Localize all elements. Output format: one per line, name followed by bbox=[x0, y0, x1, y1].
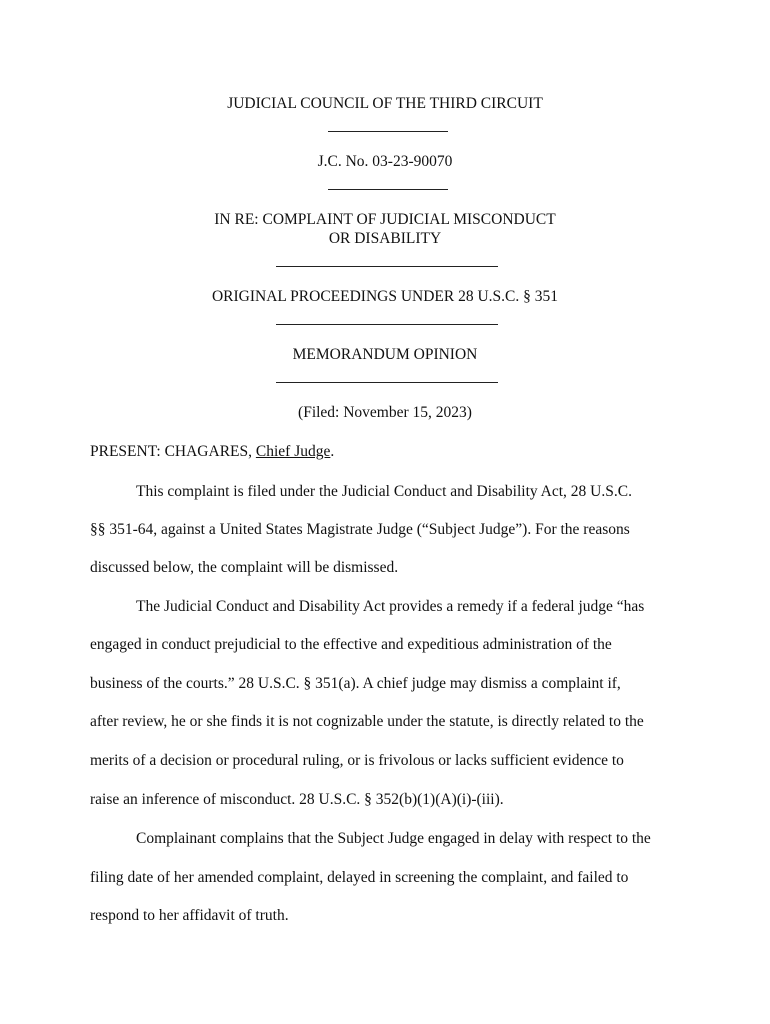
present-prefix: PRESENT: CHAGARES, bbox=[90, 443, 256, 460]
court-heading: JUDICIAL COUNCIL OF THE THIRD CIRCUIT bbox=[227, 95, 543, 112]
caption-line-1: IN RE: COMPLAINT OF JUDICIAL MISCONDUCT bbox=[214, 211, 556, 228]
divider-rule bbox=[276, 324, 498, 325]
paragraph-line: filing date of her amended complaint, delayed in screening the complaint, and failed to bbox=[90, 869, 629, 886]
paragraph-line: business of the courts.” 28 U.S.C. § 351(a). A chief judge may dismiss a complaint if, bbox=[90, 675, 621, 692]
divider-rule bbox=[276, 382, 498, 383]
caption-line-2: OR DISABILITY bbox=[328, 230, 442, 247]
paragraph-line: This complaint is filed under the Judicial Conduct and Disability Act, 28 U.S.C. bbox=[136, 483, 632, 500]
divider-rule bbox=[328, 131, 448, 132]
paragraph-line: raise an inference of misconduct. 28 U.S.C. § 352(b)(1)(A)(i)-(iii). bbox=[90, 791, 504, 808]
filed-date: (Filed: November 15, 2023) bbox=[298, 404, 472, 421]
present-suffix: . bbox=[330, 443, 335, 460]
chief-judge-title: Chief Judge bbox=[255, 443, 331, 460]
divider-rule bbox=[276, 266, 498, 267]
paragraph-line: respond to her affidavit of truth. bbox=[90, 907, 289, 924]
paragraph-line: §§ 351-64, against a United States Magistrate Judge (“Subject Judge”). For the reasons bbox=[90, 521, 630, 538]
paragraph-line: after review, he or she finds it is not cognizable under the statute, is directly related to the bbox=[90, 713, 644, 730]
present-line bbox=[90, 442, 334, 462]
paragraph-line: The Judicial Conduct and Disability Act provides a remedy if a federal judge “has bbox=[136, 598, 645, 615]
paragraph-line: merits of a decision or procedural ruling, or is frivolous or lacks sufficient evidence to bbox=[90, 752, 624, 769]
document-type: MEMORANDUM OPINION bbox=[292, 346, 478, 363]
divider-rule bbox=[328, 189, 448, 190]
paragraph-line: engaged in conduct prejudicial to the effective and expeditious administration of the bbox=[90, 636, 612, 653]
case-number: J.C. No. 03-23-90070 bbox=[317, 153, 453, 170]
paragraph-line: discussed below, the complaint will be dismissed. bbox=[90, 559, 399, 576]
proceedings-line: ORIGINAL PROCEEDINGS UNDER 28 U.S.C. § 351 bbox=[211, 288, 559, 305]
paragraph-line: Complainant complains that the Subject Judge engaged in delay with respect to the bbox=[136, 830, 651, 847]
